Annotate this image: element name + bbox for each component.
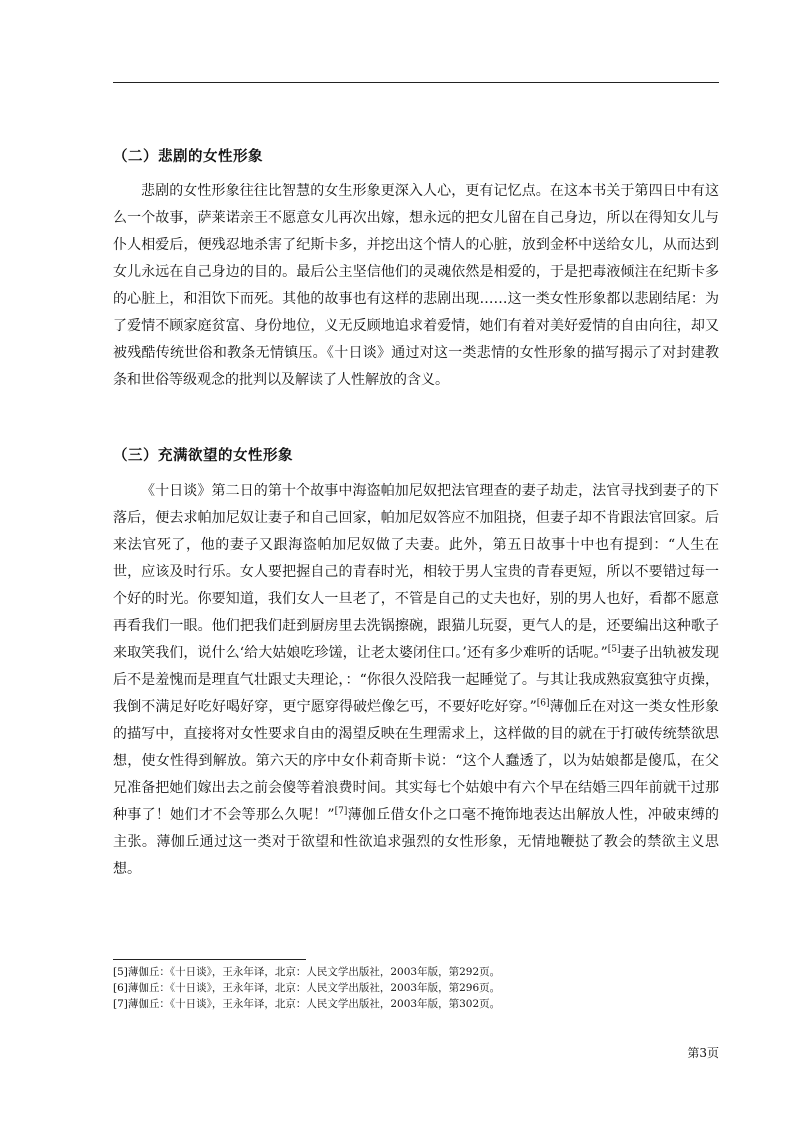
header-rule: [113, 82, 719, 83]
footnote-ref: [5]: [607, 644, 621, 655]
footnote-7: [7]薄伽丘：《十日谈》，王永年译，北京：人民文学出版社，2003年版，第302页。: [113, 998, 501, 1010]
paragraph-text: 薄伽丘借女仆之口毫不掩饰地表达出解放人性，冲破束缚的主张。薄伽丘通过这一类对于欲望和性欲追求强烈的女性形象，无情地鞭挞了教会的禁欲主义思想。: [113, 807, 719, 877]
paragraph-tragic: 悲剧的女性形象往往比智慧的女生形象更深入人心，更有记忆点。在这本书关于第四日中有这么一个故事，萨莱诺亲王不愿意女儿再次出嫁，想永远的把女儿留在自己身边，所以在得知女儿与仆人相爱后，便残忍地杀害了纪斯卡多，并挖出这个情人的心脏，放到金杯中送给女儿，从而达到女儿永远在自己身边的目的。最后公主坚信他们的灵魂依然是相爱的，于是把毒液倾注在纪斯卡多的心脏上，和泪饮下而死。其他的故事也有这样的悲剧出现……这一类女性形象都以悲剧结尾：为了爱情不顾家庭贫富、身份地位，义无反顾地追求着爱情，她们有着对美好爱情的自由向往，却又被残酷传统世俗和教条无情镇压。《十日谈》通过对这一类悲情的女性形象的描写揭示了对封建教条和世俗等级观念的批判以及解读了人性解放的含义。: [113, 183, 719, 388]
footnote-6: [6]薄伽丘：《十日谈》，王永年译，北京：人民文学出版社，2003年版，第296页。: [113, 982, 501, 994]
page-number: 第3页: [687, 1046, 719, 1060]
footnote-ref: [7]: [334, 806, 348, 817]
paragraph-desire: [113, 478, 719, 883]
footnote-ref: [6]: [536, 698, 550, 709]
footnotes: [113, 964, 719, 1012]
paragraph-text: 《十日谈》第二日的第十个故事中海盗帕加尼奴把法官理查的妻子劫走，法官寻找到妻子的下落后，便去求帕加尼奴让妻子和自己回家，帕加尼奴答应不加阻挠，但妻子却不肯跟法官回家。后来法官死了，他的妻子又跟海盗帕加尼奴做了夫妻。此外，第五日故事十中也有提到：“人生在世，应该及时行乐。女人要把握自己的青春时光，相较于男人宝贵的青春更短，所以不要错过每一个好的时光。你要知道，我们女人一旦老了，不管是自己的丈夫也好，别的男人也好，看都不愿意再看我们一眼。他们把我们赶到厨房里去洗锅擦碗，跟猫儿玩耍，更气人的是，还要编出这种歌子来取笑我们，说什么‘给大姑娘吃珍馐，让老太婆闭住口。’还有多少难听的话呢。”: [113, 483, 719, 661]
footnote-5: [5]薄伽丘：《十日谈》，王永年译，北京：人民文学出版社，2003年版，第292页。: [113, 966, 501, 978]
footnote-rule: [113, 959, 306, 960]
paragraph-text: 妻子出轨被发现后不是羞愧而是理直气壮跟丈夫理论，：“你很久没陪我一起睡觉了。与其让我成熟寂寞独守贞操，我倒不满足好吃好喝好穿，更宁愿穿得破烂像乞丐，不要好吃好穿。”: [113, 645, 720, 715]
section-heading-tragic: （二）悲剧的女性形象: [113, 149, 263, 165]
section-heading-desire: （三）充满欲望的女性形象: [113, 448, 293, 464]
paragraph-text: 薄伽丘在对这一类女性形象的描写中，直接将对女性要求自由的渴望反映在生理需求上，这样做的目的就在于打破传统禁欲思想，使女性得到解放。第六天的序中女仆莉奇斯卡说：“这个人蠢透了，以为姑娘都是傻瓜，在父兄准备把她们嫁出去之前会傻等着浪费时间。其实每七个姑娘中有六个早在结婚三四年前就干过那种事了！她们才不会等那么久呢！”: [113, 699, 720, 823]
